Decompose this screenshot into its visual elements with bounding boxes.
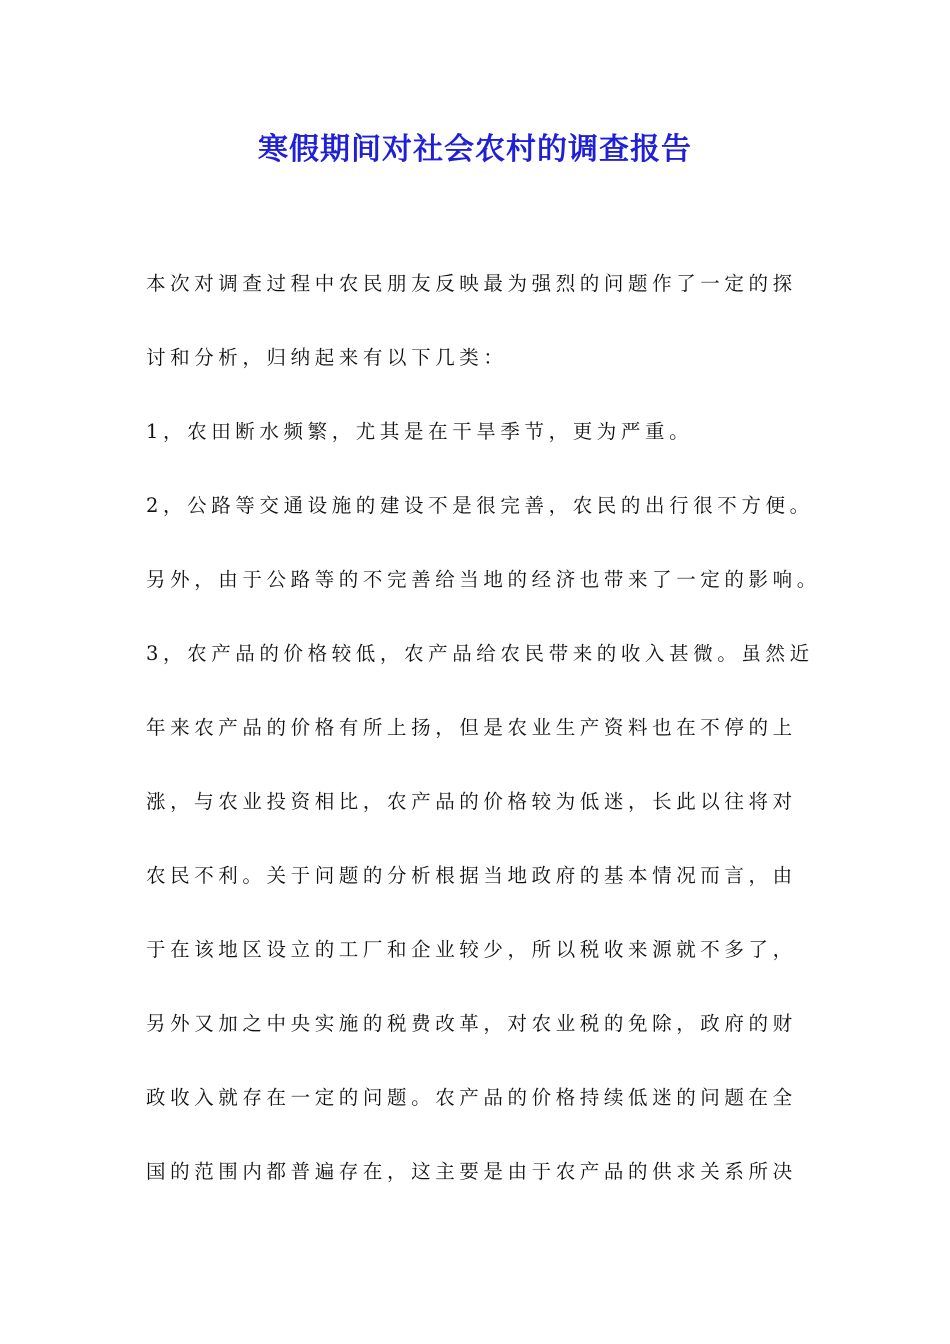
- body-line: 涨，与农业投资相比，农产品的价格较为低迷，长此以往将对: [146, 790, 797, 813]
- body-line: 3，农产品的价格较低，农产品给农民带来的收入甚微。虽然近: [146, 642, 814, 665]
- body-line: 国的范围内都普遍存在，这主要是由于农产品的供求关系所决: [146, 1160, 797, 1183]
- body-line: 本次对调查过程中农民朋友反映最为强烈的问题作了一定的探: [146, 272, 797, 295]
- body-line: 讨和分析，归纳起来有以下几类：: [146, 346, 508, 369]
- body-line: 2，公路等交通设施的建设不是很完善，农民的出行很不方便。: [146, 494, 814, 517]
- body-line: 另外又加之中央实施的税费改革，对农业税的免除，政府的财: [146, 1012, 797, 1035]
- document-body: [146, 266, 821, 1228]
- document-title: 寒假期间对社会农村的调查报告: [258, 132, 692, 167]
- body-line: 另外，由于公路等的不完善给当地的经济也带来了一定的影响。: [146, 568, 821, 591]
- body-line: 1，农田断水频繁，尤其是在干旱季节，更为严重。: [146, 420, 694, 443]
- body-line: 于在该地区设立的工厂和企业较少，所以税收来源就不多了，: [146, 938, 797, 961]
- body-line: 年来农产品的价格有所上扬，但是农业生产资料也在不停的上: [146, 716, 797, 739]
- body-line: 农民不利。关于问题的分析根据当地政府的基本情况而言，由: [146, 864, 797, 887]
- body-line: 政收入就存在一定的问题。农产品的价格持续低迷的问题在全: [146, 1086, 797, 1109]
